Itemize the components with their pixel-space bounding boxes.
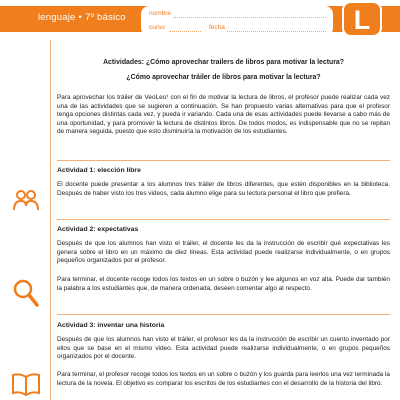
course-field[interactable] <box>169 31 201 32</box>
document-title: Actividades: ¿Cómo aprovechar trailers de libros para motivar la lectura? <box>103 59 344 66</box>
header-bar <box>0 0 400 38</box>
subject-label <box>38 12 126 23</box>
margin-line <box>50 40 51 400</box>
section-divider <box>57 314 390 315</box>
section-divider <box>57 219 390 220</box>
activity-2-paragraph-2: Para terminar, el docente recoge todos los textos en un sobre o buzón y lee algunos en voz alta. Puede dar también la palabra a los estudiantes que, de manera ordenada, deseen comentar algo al respecto. <box>57 276 390 292</box>
badge-letter: L <box>353 5 371 35</box>
student-info-form <box>141 6 333 36</box>
document-subtitle: ¿Cómo aprovechar tráiler de libros para motivar la lectura? <box>126 74 321 81</box>
name-label: nombre <box>149 10 172 17</box>
course-label: curso <box>149 24 165 31</box>
date-label: fecha <box>209 24 225 31</box>
name-field[interactable] <box>174 17 326 18</box>
subject-name: lenguaje <box>38 12 76 23</box>
magnifier-icon <box>12 278 40 308</box>
activity-1-title: Actividad 1: elección libre <box>57 167 141 174</box>
activity-3-paragraph-1: Después de que los alumnos han visto el tráiler, el profesor les da la instrucción de escribir un cuento inventado por ellos que se base en el mismo video. Esta actividad puede realizarse individualmente, o en grupos pequeños organizados por el docente. <box>57 336 390 360</box>
group-icon <box>12 186 40 214</box>
subject-badge <box>342 1 382 37</box>
activity-3-paragraph-2: Para terminar, el profesor recoge todos los textos en un sobre o buzón y los guarda para leerlos una vez terminada la lectura de la novela. El objetivo es comparar los escritos de los estudiantes con el desarrollo de la historia del libro. <box>57 371 390 387</box>
subject-separator: • <box>78 12 83 23</box>
document-body <box>57 58 390 387</box>
activity-2-paragraph-1: Después de que los alumnos han visto el tráiler, el docente les da la instrucción de escribir qué expectativas les genera sobre el libro en un máximo de diez líneas. Esta actividad puede realizarse individualmente, o en grupos pequeños organizados por el profesor. <box>57 240 390 264</box>
activity-2-title: Actividad 2: expectativas <box>57 226 139 233</box>
intro-paragraph: Para aprovechar los tráiler de VeoLeo¹ con el fin de motivar la lectura de libros, el profesor puede realizar cada vez una de las actividades que se sugieren a continuación. Se han propuesto varias alternativas para que el profesor tenga opciones distintas cada vez, y pueda ir variando. Cada una de esas actividades puede llevarse a cabo más de una oportunidad, y para promover la lectura de distintos libros. De todos modos, es indispensable que no se repitan de manera seguida, puesto que esto disminuiría la motivación de los estudiantes. <box>57 94 390 135</box>
activity-1-paragraph: El docente puede presentar a los alumnos tres tráiler de libros diferentes, que estén disponibles en la biblioteca. Después de haber visto los tres videos, cada alumno elige para su lectura personal el libro que prefiera. <box>57 181 390 197</box>
book-icon <box>11 372 41 396</box>
section-divider <box>57 160 390 161</box>
grade-label: 7º básico <box>85 12 126 23</box>
date-field[interactable] <box>227 31 326 32</box>
activity-3-title: Actividad 3: inventar una historia <box>57 322 165 329</box>
